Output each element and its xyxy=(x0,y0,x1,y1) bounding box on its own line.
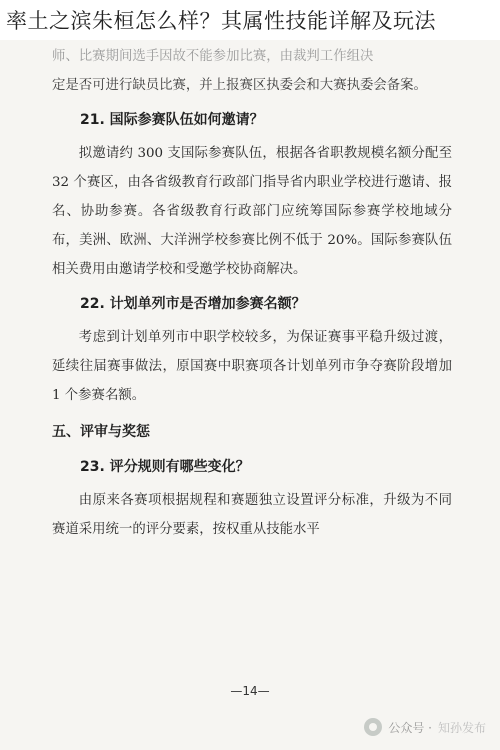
section-heading: 五、评审与奖惩 xyxy=(52,424,150,440)
page-number: —14— xyxy=(230,684,270,698)
question-23-text: 由原来各赛项根据规程和赛题独立设置评分标准，升级为不同赛道采用统一的评分要素，按权重从技能水平 xyxy=(52,493,452,537)
question-22-heading: 22. 计划单列市是否增加参赛名额？ xyxy=(80,296,306,312)
intro-paragraph: 定是否可进行缺员比赛，并上报赛区执委会和大赛执委会备案。 xyxy=(52,78,427,93)
wechat-icon xyxy=(364,718,382,736)
watermark-label: 公众号 · xyxy=(388,720,432,735)
scanned-page xyxy=(0,40,500,750)
article-title: 率土之滨朱桓怎么样？其属性技能详解及玩法 xyxy=(6,9,436,33)
question-21-text: 拟邀请约 300 支国际参赛队伍，根据各省职教规模名额分配至 32 个赛区，由各省级教育行政部门指导省内职业学校进行邀请、报名、协助参赛。各省级教育行政部门应统筹国际参赛学校地域分布，美洲、欧洲、大洋洲学校参赛比例不低于 20%。国际参赛队伍相关费用由邀请学校和受邀学校协商解决。 xyxy=(52,146,452,277)
intro-faded-line: 师、比赛期间选手因故不能参加比赛，由裁判工作组决 xyxy=(52,49,374,64)
document-body xyxy=(52,42,452,544)
question-22-text: 考虑到计划单列市中职学校较多，为保证赛事平稳升级过渡，延续往届赛事做法，原国赛中职赛项各计划单列市争夺赛阶段增加 1 个参赛名额。 xyxy=(52,330,452,403)
question-23-heading: 23. 评分规则有哪些变化？ xyxy=(80,459,250,475)
watermark xyxy=(364,718,486,736)
watermark-account: 知孙发布 xyxy=(437,720,486,735)
question-21-heading: 21. 国际参赛队伍如何邀请？ xyxy=(80,112,264,128)
